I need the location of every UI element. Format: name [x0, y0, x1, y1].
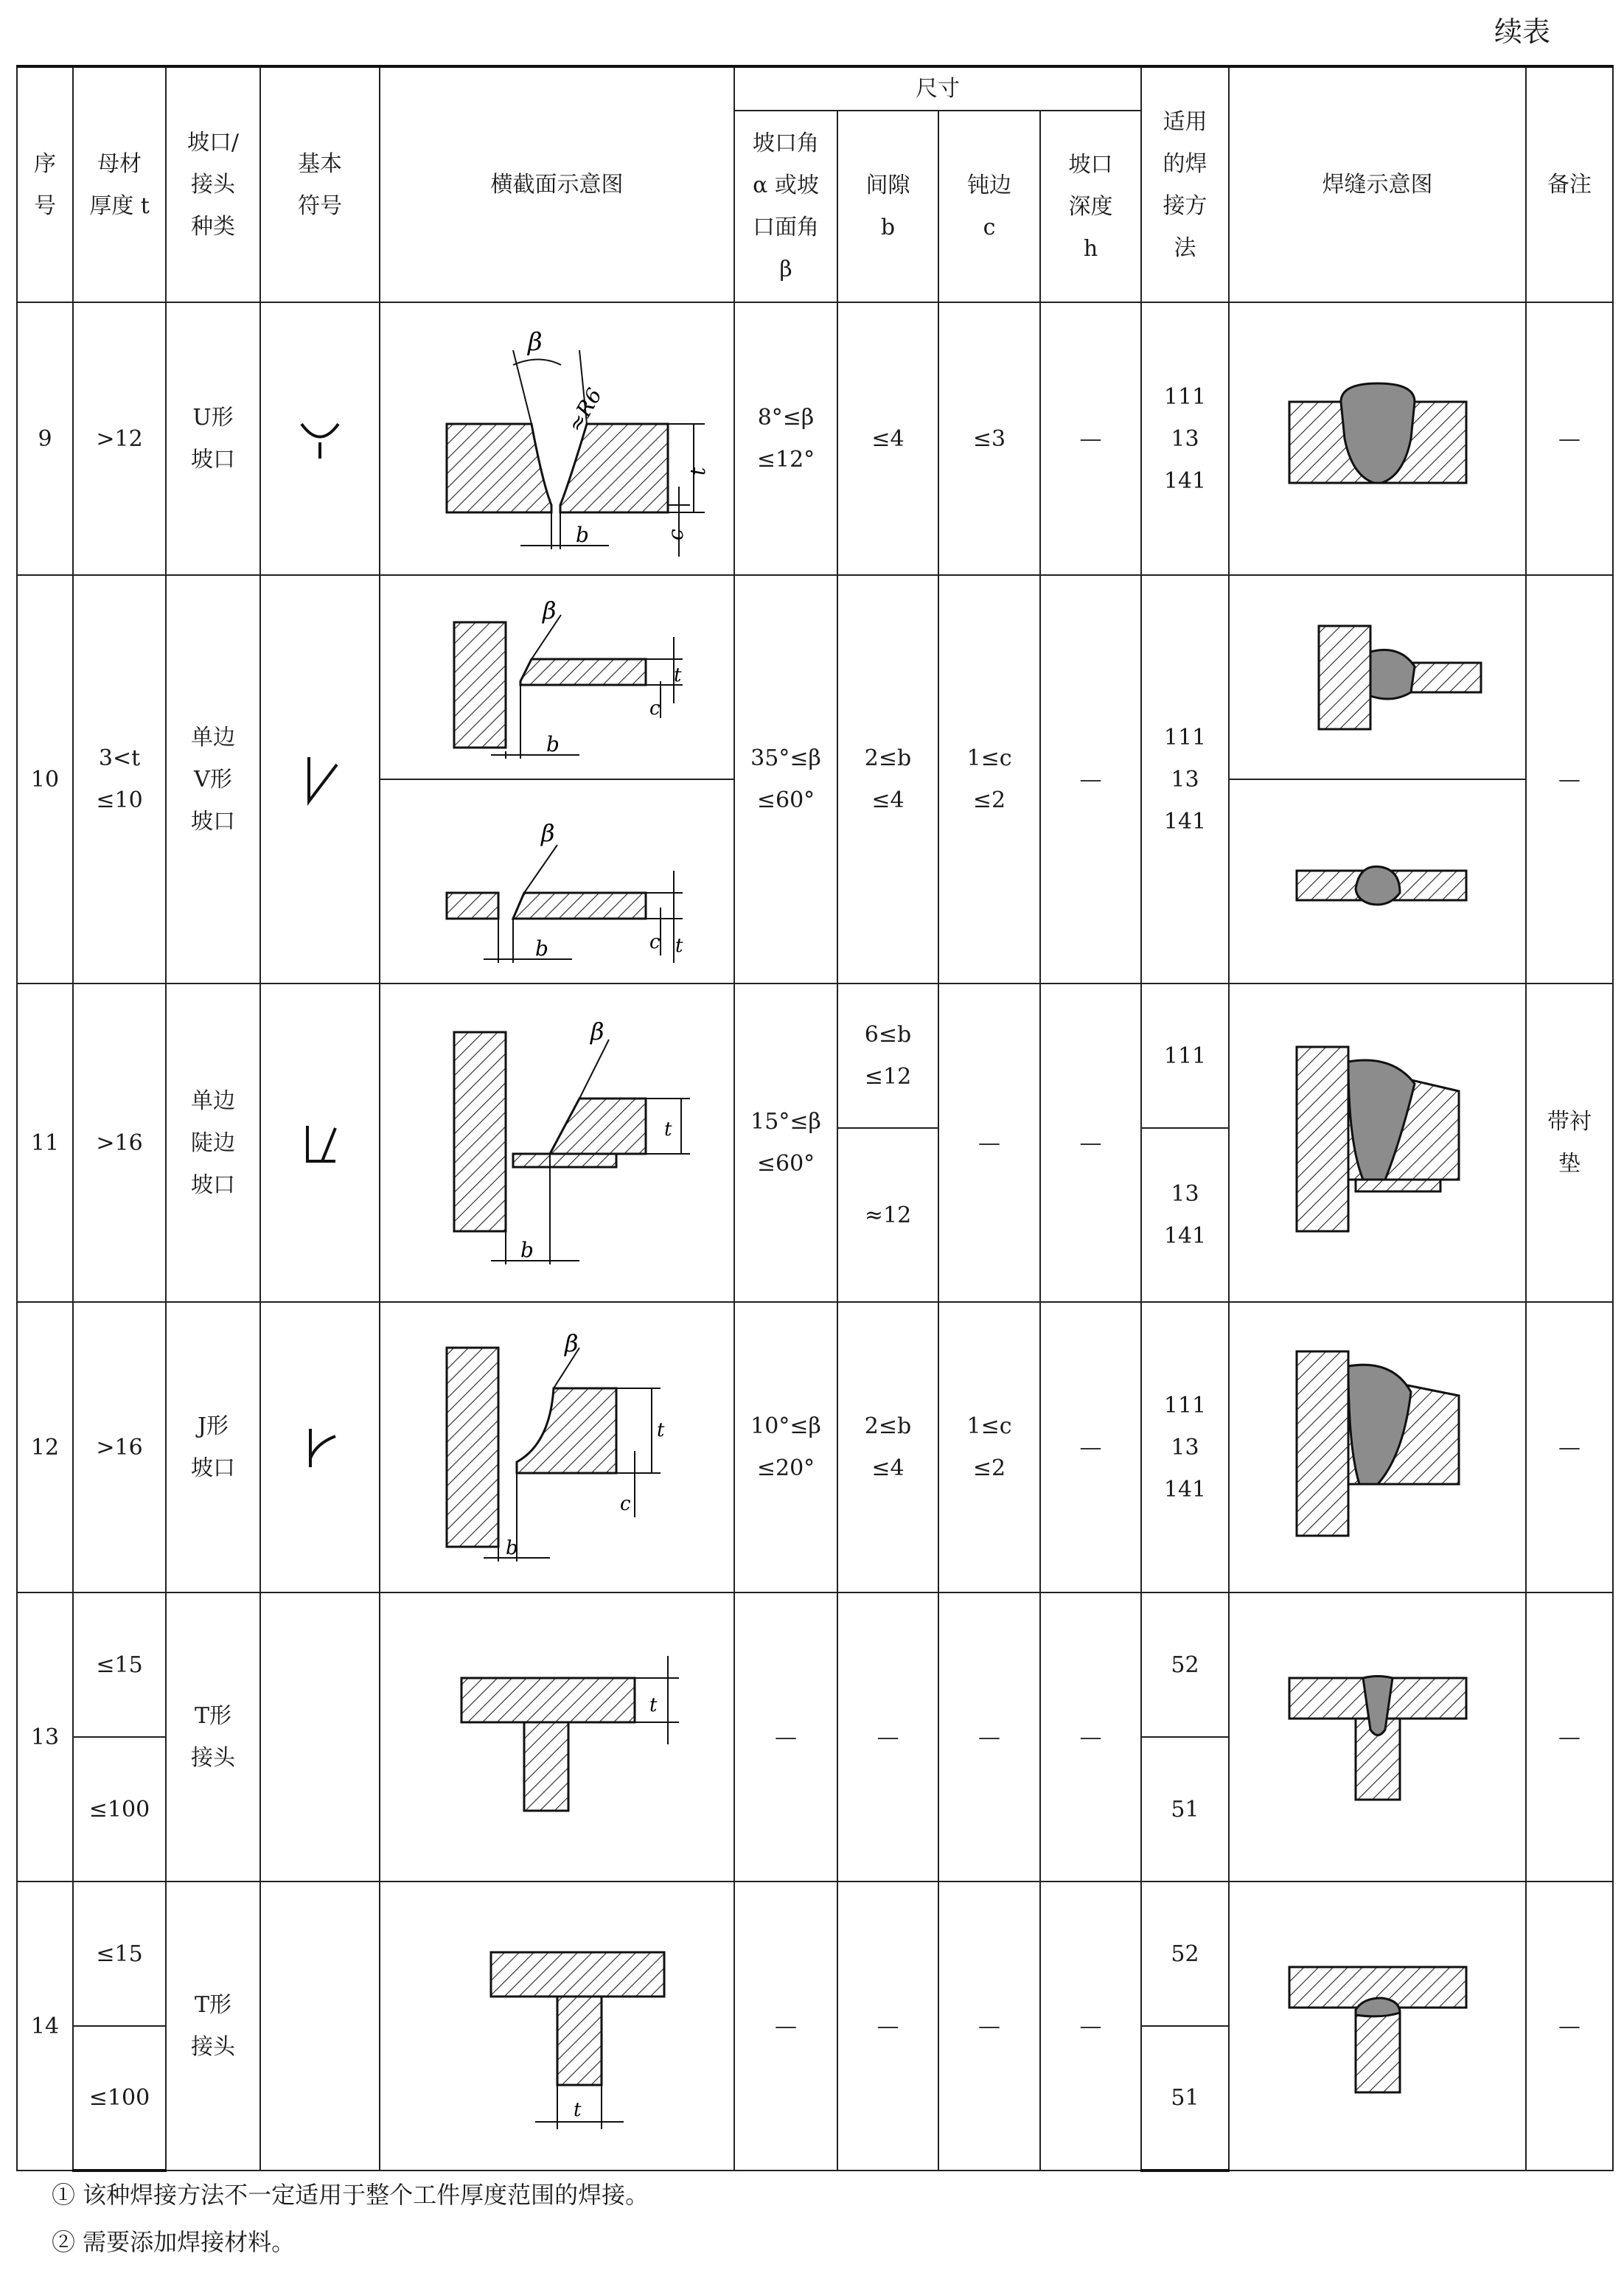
row11-root-face: — — [938, 984, 1040, 1302]
single-v-corner-cross-section-diagram — [402, 593, 712, 762]
row14-thickness-b: ≤100 — [73, 2026, 166, 2171]
row10-depth: — — [1040, 575, 1141, 984]
row14-type: T形 接头 — [166, 1882, 260, 2171]
row9-depth: — — [1040, 302, 1141, 575]
row13-cross-section — [380, 1592, 734, 1882]
footnote-1: ① 该种焊接方法不一定适用于整个工件厚度范围的焊接。 — [52, 2181, 649, 2209]
single-v-butt-cross-section-diagram — [402, 797, 712, 967]
steep-flank-cross-section-diagram — [402, 1010, 712, 1275]
row11-angle: 15°≤β ≤60° — [734, 984, 837, 1302]
svg-text:b: b — [520, 1238, 534, 1262]
row11-type: 单边 陡边 坡口 — [166, 984, 260, 1302]
header-root-face: 钝边 c — [938, 111, 1040, 302]
t-joint-b-cross-section-diagram — [402, 1908, 712, 2144]
svg-text:b: b — [534, 936, 548, 961]
svg-text:c: c — [619, 1493, 631, 1515]
steep-flank-weld-diagram — [1282, 1032, 1474, 1253]
row14-no: 14 — [17, 1882, 73, 2171]
svg-text:β: β — [542, 596, 556, 624]
header-thickness: 母材 厚度 t — [73, 66, 166, 302]
row12-symbol — [260, 1302, 380, 1592]
j-groove-symbol-icon — [294, 1421, 346, 1473]
svg-text:t: t — [573, 2099, 581, 2121]
row13-process-b: 51 — [1141, 1737, 1229, 1882]
row13-type: T形 接头 — [166, 1592, 260, 1882]
header-basic-symbol: 基本 符号 — [260, 66, 380, 302]
svg-text:β: β — [590, 1017, 604, 1045]
svg-text:β: β — [564, 1329, 578, 1357]
row12-cross-section — [380, 1302, 734, 1592]
svg-text:t: t — [656, 1419, 664, 1441]
u-weld-diagram — [1282, 365, 1474, 512]
row11-gap-a: 6≤b ≤12 — [837, 984, 938, 1128]
svg-text:b: b — [505, 1537, 518, 1559]
row9-thickness: >12 — [73, 302, 166, 575]
row10-thickness: 3<t ≤10 — [73, 575, 166, 984]
t-joint-seam-weld-diagram — [1282, 1945, 1474, 2107]
single-v-butt-weld-diagram — [1267, 826, 1488, 937]
row11-depth: — — [1040, 984, 1141, 1302]
row12-gap: 2≤b ≤4 — [837, 1302, 938, 1592]
row13-thickness-a: ≤15 — [73, 1592, 166, 1737]
row10-gap: 2≤b ≤4 — [837, 575, 938, 984]
row11-symbol — [260, 984, 380, 1302]
u-groove-cross-section-diagram — [395, 321, 719, 557]
b-label: b — [575, 523, 589, 547]
row14-process-a: 52 — [1141, 1882, 1229, 2026]
weld-groove-table — [16, 65, 1614, 2172]
header-angle: 坡口角 α 或坡 口面角 β — [734, 111, 837, 302]
row14-depth: — — [1040, 1882, 1141, 2171]
header-dimensions: 尺寸 — [734, 66, 1141, 111]
row9-gap: ≤4 — [837, 302, 938, 575]
row13-gap: — — [837, 1592, 938, 1882]
svg-text:t: t — [673, 664, 681, 686]
t-label: t — [685, 467, 710, 476]
row14-weld-diagram — [1229, 1882, 1526, 2171]
row13-thickness-b: ≤100 — [73, 1737, 166, 1882]
row9-root-face: ≤3 — [938, 302, 1040, 575]
row11-remark: 带衬 垫 — [1526, 984, 1613, 1302]
row14-thickness-a: ≤15 — [73, 1882, 166, 2026]
row10-remark: — — [1526, 575, 1613, 984]
footnotes — [52, 2171, 649, 2266]
row13-angle: — — [734, 1592, 837, 1882]
single-v-symbol-icon — [294, 750, 346, 809]
row11-process-b: 13 141 — [1141, 1128, 1229, 1302]
svg-text:t: t — [663, 1118, 672, 1141]
row14-symbol — [260, 1882, 380, 2171]
t-joint-full-penetration-weld-diagram — [1282, 1656, 1474, 1818]
row9-weld-diagram — [1229, 302, 1526, 575]
row14-root-face: — — [938, 1882, 1040, 2171]
row14-cross-section — [380, 1882, 734, 2171]
row14-process-b: 51 — [1141, 2026, 1229, 2171]
svg-text:t: t — [675, 934, 683, 957]
header-groove-depth: 坡口 深度 h — [1040, 111, 1141, 302]
row9-type: U形 坡口 — [166, 302, 260, 575]
j-groove-cross-section-diagram — [402, 1326, 712, 1569]
row14-remark: — — [1526, 1882, 1613, 2171]
row11-gap-b: ≈12 — [837, 1128, 938, 1302]
footnote-2: ② 需要添加焊接材料。 — [52, 2228, 296, 2256]
steep-flank-symbol-icon — [294, 1117, 346, 1169]
row12-remark: — — [1526, 1302, 1613, 1592]
row9-no: 9 — [17, 302, 73, 575]
row9-remark: — — [1526, 302, 1613, 575]
row13-remark: — — [1526, 1592, 1613, 1882]
row9-cross-section — [380, 302, 734, 575]
row13-root-face: — — [938, 1592, 1040, 1882]
row14-gap: — — [837, 1882, 938, 2171]
r6-label: ≈R6 — [562, 383, 607, 436]
header-cross-section: 横截面示意图 — [380, 66, 734, 302]
c-label: c — [663, 529, 688, 540]
row12-type: J形 坡口 — [166, 1302, 260, 1592]
row10-process: 111 13 141 — [1141, 575, 1229, 984]
header-joint-type: 坡口/ 接头 种类 — [166, 66, 260, 302]
row11-process-a: 111 — [1141, 984, 1229, 1128]
row12-depth: — — [1040, 1302, 1141, 1592]
row11-cross-section — [380, 984, 734, 1302]
svg-text:t: t — [649, 1694, 657, 1716]
row13-depth: — — [1040, 1592, 1141, 1882]
row12-thickness: >16 — [73, 1302, 166, 1592]
row13-symbol — [260, 1592, 380, 1882]
row12-no: 12 — [17, 1302, 73, 1592]
header-remark: 备注 — [1526, 66, 1613, 302]
row11-no: 11 — [17, 984, 73, 1302]
beta-label: β — [527, 327, 543, 357]
svg-text:b: b — [546, 731, 560, 756]
row10-cross-section-b — [380, 779, 734, 984]
row10-no: 10 — [17, 575, 73, 984]
row12-process: 111 13 141 — [1141, 1302, 1229, 1592]
row10-weld-diagram-a — [1229, 575, 1526, 779]
j-groove-weld-diagram — [1282, 1337, 1474, 1558]
row10-type: 单边 V形 坡口 — [166, 575, 260, 984]
row12-root-face: 1≤c ≤2 — [938, 1302, 1040, 1592]
header-weld-diagram: 焊缝示意图 — [1229, 66, 1526, 302]
row12-angle: 10°≤β ≤20° — [734, 1302, 837, 1592]
continued-label: 续表 — [1494, 15, 1550, 48]
row9-process: 111 13 141 — [1141, 302, 1229, 575]
row13-weld-diagram — [1229, 1592, 1526, 1882]
row13-process-a: 52 — [1141, 1592, 1229, 1737]
t-joint-cross-section-diagram — [402, 1626, 712, 1848]
row10-symbol — [260, 575, 380, 984]
header-process: 适用 的焊 接方 法 — [1141, 66, 1229, 302]
u-groove-symbol-icon — [294, 413, 346, 464]
row13-no: 13 — [17, 1592, 73, 1882]
svg-text:c: c — [649, 697, 661, 720]
header-seq: 序 号 — [17, 66, 73, 302]
row11-weld-diagram — [1229, 984, 1526, 1302]
row10-angle: 35°≤β ≤60° — [734, 575, 837, 984]
svg-text:β: β — [540, 818, 554, 847]
row12-weld-diagram — [1229, 1302, 1526, 1592]
row10-root-face: 1≤c ≤2 — [938, 575, 1040, 984]
row9-symbol — [260, 302, 380, 575]
svg-text:c: c — [649, 930, 661, 953]
header-gap: 间隙 b — [837, 111, 938, 302]
row10-cross-section-a — [380, 575, 734, 779]
row10-weld-diagram-b — [1229, 779, 1526, 984]
row14-angle: — — [734, 1882, 837, 2171]
row9-angle: 8°≤β ≤12° — [734, 302, 837, 575]
single-v-corner-weld-diagram — [1267, 611, 1488, 744]
row11-thickness: >16 — [73, 984, 166, 1302]
